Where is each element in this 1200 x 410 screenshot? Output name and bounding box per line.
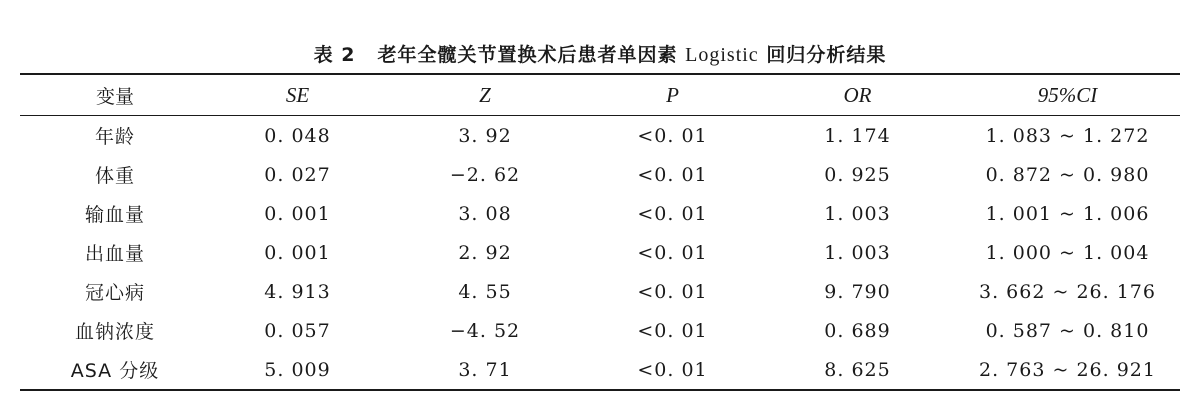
cell-z: 3. 92 [458, 124, 512, 147]
cell-se: 0. 027 [264, 163, 331, 186]
table-row [20, 233, 1180, 272]
cell-ci: 2. 763 ~ 26. 921 [955, 350, 1180, 390]
cell-se: 0. 048 [264, 124, 331, 147]
table-row [20, 155, 1180, 194]
cell-variable: 年龄 [94, 126, 135, 148]
header-row [20, 74, 1180, 116]
cell-variable: 冠心病 [84, 282, 145, 304]
cell-ci: 1. 083 ~ 1. 272 [985, 124, 1150, 147]
header-p: P [585, 74, 760, 116]
cell-z: 3. 71 [385, 350, 585, 390]
cell-se: 0. 057 [264, 319, 331, 342]
header-ci: 95%CI [955, 74, 1180, 116]
cell-ci: 3. 662 ~ 26. 176 [979, 280, 1156, 303]
cell-ci: 1. 000 ~ 1. 004 [985, 241, 1150, 264]
cell-p: <0. 01 [637, 280, 708, 303]
cell-p: <0. 01 [637, 124, 708, 147]
cell-z: −4. 52 [449, 319, 521, 342]
table-title-part-1: 老年全髋关节置换术后患者单因素 [377, 44, 678, 66]
cell-z: 4. 55 [458, 280, 512, 303]
table-row [20, 194, 1180, 233]
header-or: OR [760, 74, 955, 116]
cell-variable: ASA 分级 [20, 350, 210, 390]
cell-variable: 输血量 [84, 204, 145, 226]
cell-ci: 0. 587 ~ 0. 810 [985, 319, 1150, 342]
cell-z: −2. 62 [449, 163, 521, 186]
cell-or: 8. 625 [760, 350, 955, 390]
table-row [20, 311, 1180, 350]
cell-se: 0. 001 [264, 202, 331, 225]
cell-or: 1. 174 [824, 124, 891, 147]
cell-or: 9. 790 [824, 280, 891, 303]
cell-variable: 出血量 [84, 243, 145, 265]
table-number: 表 2 [313, 44, 356, 66]
cell-or: 1. 003 [824, 241, 891, 264]
cell-or: 1. 003 [824, 202, 891, 225]
cell-p: <0. 01 [637, 319, 708, 342]
cell-se: 4. 913 [264, 280, 331, 303]
cell-p: <0. 01 [585, 350, 760, 390]
cell-variable: 体重 [94, 165, 135, 187]
table-row [20, 272, 1180, 311]
table-title-part-2: 回归分析结果 [766, 44, 887, 66]
header-variable: 变量 [20, 74, 210, 116]
table-caption [0, 40, 1200, 67]
cell-p: <0. 01 [637, 241, 708, 264]
table-row [20, 350, 1180, 390]
cell-or: 0. 689 [824, 319, 891, 342]
cell-or: 0. 925 [824, 163, 891, 186]
table-row [20, 116, 1180, 156]
cell-z: 2. 92 [458, 241, 512, 264]
cell-p: <0. 01 [637, 163, 708, 186]
header-se: SE [210, 74, 385, 116]
cell-ci: 0. 872 ~ 0. 980 [985, 163, 1150, 186]
cell-p: <0. 01 [637, 202, 708, 225]
cell-se: 5. 009 [210, 350, 385, 390]
header-z: Z [385, 74, 585, 116]
cell-variable: 血钠浓度 [74, 321, 155, 343]
cell-z: 3. 08 [458, 202, 512, 225]
cell-ci: 1. 001 ~ 1. 006 [985, 202, 1150, 225]
regression-table [20, 73, 1180, 391]
table-title-latin: Logistic [685, 44, 759, 66]
cell-se: 0. 001 [264, 241, 331, 264]
